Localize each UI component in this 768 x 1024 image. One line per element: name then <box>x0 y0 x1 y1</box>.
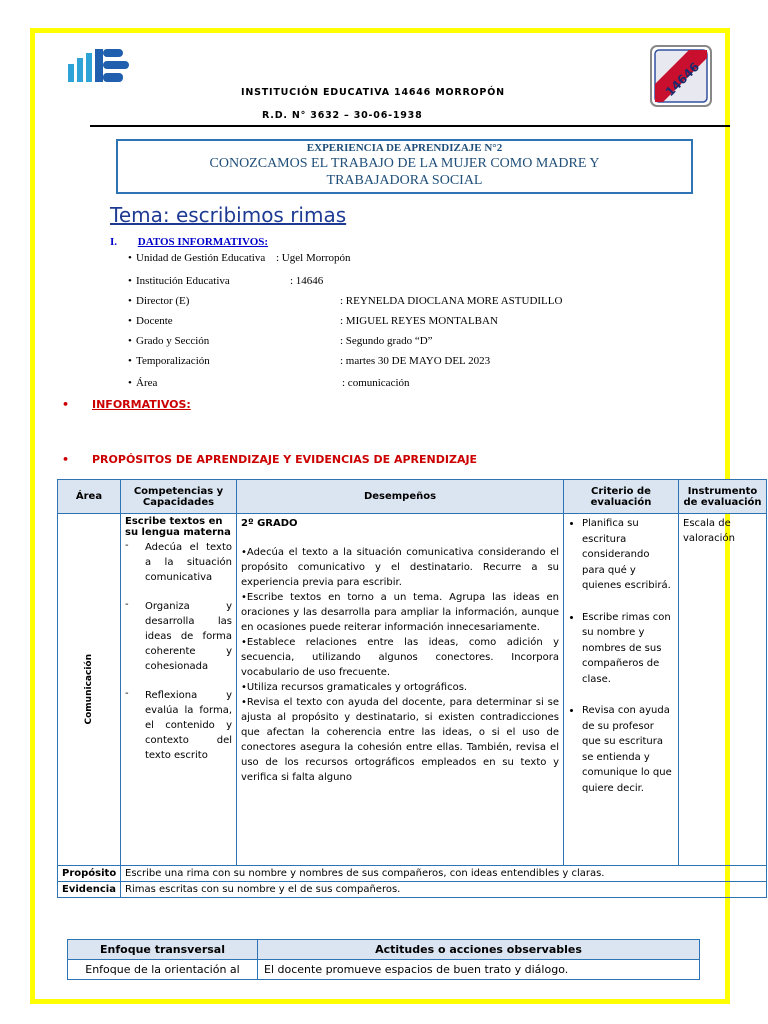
desempeno-item: •Utiliza recursos gramaticales y ortográficos. <box>241 682 468 693</box>
proposito-text: Escribe una rima con su nombre y nombres de sus compañeros, con ideas entendibles y claras. <box>121 866 767 882</box>
col-header-area: Área <box>58 480 121 514</box>
col-header-instrumento: Instrumento de evaluación <box>679 480 767 514</box>
criterio-item: • Revisa con ayuda de su profesor que su escritura se entienda y comunique lo que quiere decir. <box>582 703 674 796</box>
capacidad-item: - Reflexiona y evalúa la forma, el contenido y contexto del texto escrito <box>125 688 232 761</box>
criterio-item: • Escribe rimas con su nombre y nombres de sus compañeros de clase. <box>582 610 674 688</box>
experience-box <box>116 139 693 194</box>
area-label: Comunicación <box>84 654 94 725</box>
header-divider <box>90 125 730 127</box>
col-header-competencias: Competencias y Capacidades <box>121 480 237 514</box>
actitudes-cell: El docente promueve espacios de buen trato y diálogo. <box>258 960 700 980</box>
col-header-desempenos: Desempeños <box>237 480 564 514</box>
criterio-item: • Planifica su escritura considerando para qué y quienes escribirá. <box>582 516 674 594</box>
institution-name: INSTITUCIÓN EDUCATIVA 14646 MORROPÓN <box>241 87 505 98</box>
instrumento-cell: Escala de valoración <box>679 514 767 866</box>
section-title: DATOS INFORMATIVOS: <box>137 236 269 248</box>
desempeno-item: •Establece relaciones entre las ideas, como adición y secuencia, utilizando algunos conectores. Incorpora vocabulario de uso frecuente. <box>241 637 559 678</box>
competencias-cell <box>121 514 237 866</box>
bars-logo-icon <box>68 48 132 84</box>
proposito-label: Propósito <box>58 866 121 882</box>
desempeno-item: •Escribe textos en torno a un tema. Agrupa las ideas en oraciones y las desarrolla para ampliar la información, aunque en ocasiones puede reiterar información innecesariamente. <box>241 592 559 633</box>
evidencia-text: Rimas escritas con su nombre y el de sus compañeros. <box>121 882 767 898</box>
resolution-number: R.D. N° 3632 – 30-06-1938 <box>262 110 423 121</box>
capacidad-item: - Adecúa el texto a la situación comunicativa <box>125 540 232 583</box>
col-header-actitudes: Actitudes o acciones observables <box>258 940 700 960</box>
area-cell <box>58 514 121 866</box>
transversal-table <box>67 939 700 980</box>
criterios-cell <box>564 514 679 866</box>
col-header-enfoque: Enfoque transversal <box>68 940 258 960</box>
lesson-topic: Tema: escribimos rimas <box>110 203 347 227</box>
capacidad-item: - Organiza y desarrolla las ideas de forma coherente y cohesionada <box>125 599 232 672</box>
desempeno-item: •Adecúa el texto a la situación comunicativa considerando el propósito comunicativo y el destinatario. Recurre a su experiencia previa para escribir. <box>241 547 559 588</box>
learning-purposes-table <box>57 479 767 898</box>
section-datos-heading <box>110 236 268 248</box>
desempenos-cell <box>237 514 564 866</box>
experience-label: EXPERIENCIA DE APRENDIZAJE N°2 <box>306 142 503 154</box>
school-crest-icon <box>649 44 713 108</box>
desempeno-item: •Revisa el texto con ayuda del docente, para determinar si se ajusta al propósito y destinatario, si existen contradicciones que afectan la coherencia entre las ideas, o si el uso de conectores asegura la cohesión entre ellas. También, revisa el uso de los recursos ortográficos empleados en su texto y verifica si falta alguno <box>241 697 559 783</box>
enfoque-cell: Enfoque de la orientación al <box>68 960 258 980</box>
col-header-criterio: Criterio de evaluación <box>564 480 679 514</box>
experience-title-line2: TRABAJADORA SOCIAL <box>326 173 483 188</box>
section-number: I. <box>110 236 118 248</box>
experience-title-line1: CONOZCAMOS EL TRABAJO DE LA MUJER COMO MADRE Y <box>209 156 600 171</box>
svg-text:14646: 14646 <box>662 59 703 100</box>
evidencia-label: Evidencia <box>58 882 121 898</box>
grade-label: 2º GRADO <box>241 518 298 529</box>
competencia-title: Escribe textos en su lengua materna <box>125 516 231 538</box>
